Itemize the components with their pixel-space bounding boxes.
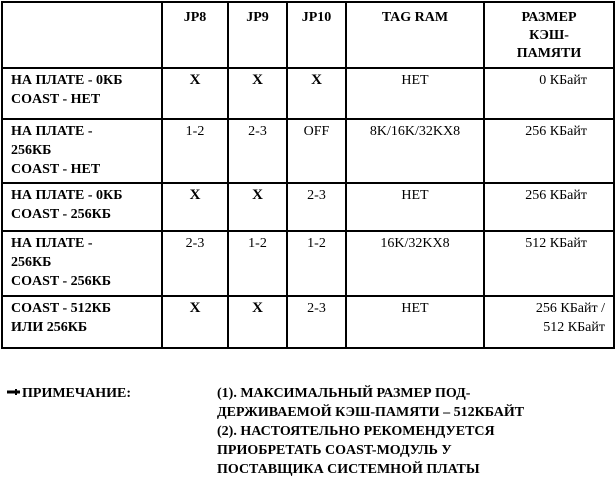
table-row xyxy=(2,231,614,296)
tag-ram-value: 16K/32KX8 xyxy=(346,231,484,296)
table-header-row xyxy=(2,2,614,68)
table-row xyxy=(2,183,614,231)
tag-ram-value: НЕТ xyxy=(346,68,484,119)
tag-ram-value: НЕТ xyxy=(346,183,484,231)
tag-ram-value: НЕТ xyxy=(346,296,484,348)
cache-size-value: 0 КБайт xyxy=(484,68,614,119)
row-label: НА ПЛАТЕ - 0КБ COAST - 256КБ xyxy=(2,183,162,231)
header-blank xyxy=(2,2,162,68)
jp8-value: X xyxy=(162,296,228,348)
header-cache-size: РАЗМЕР КЭШ- ПАМЯТИ xyxy=(484,2,614,68)
note-line: ПОСТАВЩИКА СИСТЕМНОЙ ПЛАТЫ xyxy=(217,462,480,477)
cache-size-value: 256 КБайт xyxy=(484,183,614,231)
header-tag-ram: TAG RAM xyxy=(346,2,484,68)
row-label: НА ПЛАТЕ - 0КБ COAST - НЕТ xyxy=(2,68,162,119)
note-line: (1). МАКСИМАЛЬНЫЙ РАЗМЕР ПОД- xyxy=(217,386,471,401)
row-label: COAST - 512КБ ИЛИ 256КБ xyxy=(2,296,162,348)
jp10-value: 2-3 xyxy=(287,183,346,231)
cache-config-table xyxy=(1,1,615,349)
header-jp9: JP9 xyxy=(228,2,287,68)
header-jp10: JP10 xyxy=(287,2,346,68)
header-jp8: JP8 xyxy=(162,2,228,68)
tag-ram-value: 8K/16K/32KX8 xyxy=(346,119,484,183)
jp9-value: X xyxy=(228,183,287,231)
jp10-value: X xyxy=(287,68,346,119)
note-line: ПРИОБРЕТАТЬ COAST-МОДУЛЬ У xyxy=(217,443,452,458)
jp9-value: 2-3 xyxy=(228,119,287,183)
jp9-value: X xyxy=(228,296,287,348)
jp8-value: 2-3 xyxy=(162,231,228,296)
row-label: НА ПЛАТЕ - 256КБ COAST - 256КБ xyxy=(2,231,162,296)
jp10-value: OFF xyxy=(287,119,346,183)
note-text xyxy=(217,384,607,479)
note-line: (2). НАСТОЯТЕЛЬНО РЕКОМЕНДУЕТСЯ xyxy=(217,424,495,439)
table-row xyxy=(2,68,614,119)
cache-size-value: 256 КБайт xyxy=(484,119,614,183)
jp9-value: X xyxy=(228,68,287,119)
table-row xyxy=(2,296,614,348)
jp10-value: 2-3 xyxy=(287,296,346,348)
cache-size-value: 256 КБайт / 512 КБайт xyxy=(484,296,614,348)
note-label-text: ПРИМЕЧАНИЕ: xyxy=(22,386,132,401)
table-row xyxy=(2,119,614,183)
jp8-value: X xyxy=(162,68,228,119)
jp8-value: 1-2 xyxy=(162,119,228,183)
pointing-hand-icon xyxy=(7,383,21,391)
cache-size-value: 512 КБайт xyxy=(484,231,614,296)
jp9-value: 1-2 xyxy=(228,231,287,296)
note-line: ДЕРЖИВАЕМОЙ КЭШ-ПАМЯТИ – 512КБАЙТ xyxy=(217,405,525,420)
jp10-value: 1-2 xyxy=(287,231,346,296)
row-label: НА ПЛАТЕ - 256КБ COAST - НЕТ xyxy=(2,119,162,183)
note-label xyxy=(7,384,131,403)
jp8-value: X xyxy=(162,183,228,231)
